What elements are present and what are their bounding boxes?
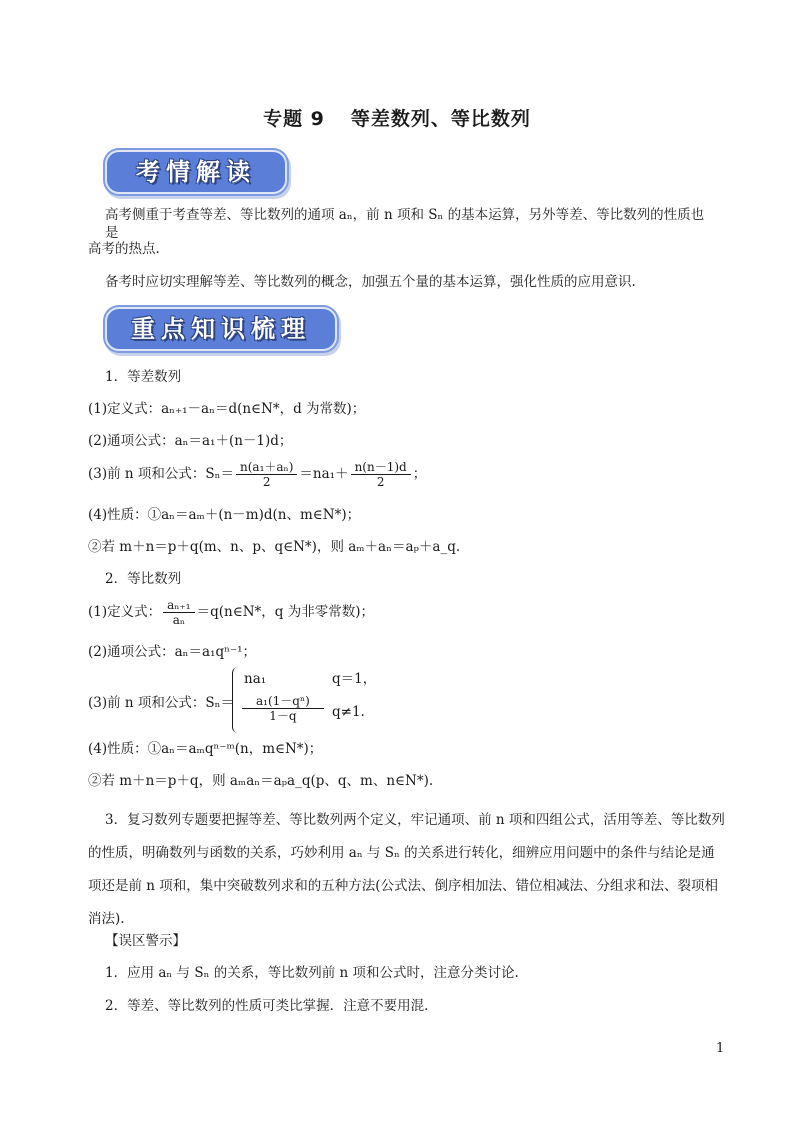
review-paragraph: 3．复习数列专题要把握等差、等比数列两个定义，牢记通项、前 n 项和四组公式，活用等差、等比数列的性质，明确数列与函数的关系，巧妙利用 aₙ 与 Sₙ 的关系进行转化，细辨应用问题中的条件与结论是通项还是前 n 项和，集中突破数列求和的五种方法(公式法、倒序相加法、错位相减法、分组求和法、裂项相消法). xyxy=(88,812,725,927)
warning-item-1: 1．应用 aₙ 与 Sₙ 的关系，等比数列前 n 项和公式时，注意分类讨论. xyxy=(105,965,519,981)
geo-sum-prefix: (3)前 n 项和公式：Sₙ＝ xyxy=(88,695,234,711)
arith-property-1: (4)性质：①aₙ＝aₘ＋(n－m)d(n、m∈N*)； xyxy=(88,507,361,523)
intro-line-1: 高考侧重于考查等差、等比数列的通项 aₙ，前 n 项和 Sₙ 的基本运算，另外等差、等比数列的性质也是 xyxy=(105,207,705,241)
warning-heading: 【误区警示】 xyxy=(105,933,186,949)
geo-property-2: ②若 m＋n＝p＋q，则 aₘaₙ＝aₚa_q(p、q、m、n∈N*). xyxy=(88,773,434,789)
geo-def-fraction xyxy=(163,598,195,627)
arith-property-2: ②若 m＋n＝p＋q(m、n、p、q∈N*)，则 aₘ＋aₙ＝aₚ＋a_q. xyxy=(88,539,461,555)
geo-sum-case-2-expr xyxy=(240,694,326,723)
warning-item-2: 2．等差、等比数列的性质可类比掌握．注意不要用混. xyxy=(105,998,429,1014)
geo-sum-case-1-expr: na₁ xyxy=(244,671,267,687)
geo-def-suffix: ＝q(n∈N*，q 为非零常数)； xyxy=(196,604,374,620)
arith-definition: (1)定义式：aₙ₊₁－aₙ＝d(n∈N*，d 为常数)； xyxy=(88,401,366,417)
arith-sum-fraction-2 xyxy=(351,460,411,489)
fraction-denominator: 2 xyxy=(262,475,271,489)
fraction-numerator: a₁(1－qⁿ) xyxy=(242,694,324,709)
arith-sum-prefix: (3)前 n 项和公式：Sₙ＝ xyxy=(88,466,234,482)
page-title xyxy=(0,104,794,131)
title-topic-number: 专题 9 xyxy=(263,108,325,130)
fraction-denominator: 1－q xyxy=(269,709,297,723)
geo-general-term: (2)通项公式：aₙ＝a₁qⁿ⁻¹； xyxy=(88,644,256,660)
arith-sum-middle: ＝na₁＋ xyxy=(299,466,349,482)
banner-label: 考情解读 xyxy=(136,158,256,186)
fraction-denominator: 2 xyxy=(376,475,385,489)
geo-sum-case-2-condition: q≠1. xyxy=(332,704,365,720)
fraction-numerator: n(a₁＋aₙ) xyxy=(236,460,297,475)
geo-heading: 2．等比数列 xyxy=(105,571,182,587)
geo-def-prefix: (1)定义式： xyxy=(88,604,162,620)
arith-sum-suffix: ； xyxy=(412,466,427,482)
title-topic-name: 等差数列、等比数列 xyxy=(350,108,531,130)
intro-line-3: 备考时应切实理解等差、等比数列的概念，加强五个量的基本运算，强化性质的应用意识. xyxy=(105,274,636,290)
geo-property-1: (4)性质：①aₙ＝aₘqⁿ⁻ᵐ(n，m∈N*)； xyxy=(88,741,323,757)
geo-definition xyxy=(88,598,374,627)
arith-general-term: (2)通项公式：aₙ＝a₁＋(n－1)d； xyxy=(88,433,293,449)
arith-sum-formula xyxy=(88,460,426,489)
geo-sum-case-1-condition: q＝1， xyxy=(332,671,377,687)
arith-sum-fraction-1 xyxy=(236,460,297,489)
section-banner-key-knowledge xyxy=(105,307,337,351)
page-number: 1 xyxy=(716,1041,725,1056)
geo-sum-case-2-fraction xyxy=(242,694,324,723)
section-banner-exam-analysis xyxy=(105,150,287,194)
intro-line-2: 高考的热点. xyxy=(88,241,160,257)
intro-paragraph xyxy=(105,206,717,242)
fraction-numerator: aₙ₊₁ xyxy=(163,598,195,613)
fraction-numerator: n(n－1)d xyxy=(351,460,411,475)
banner-label: 重点知识梳理 xyxy=(131,315,311,343)
arith-heading: 1．等差数列 xyxy=(105,369,182,385)
fraction-denominator: aₙ xyxy=(172,613,186,627)
